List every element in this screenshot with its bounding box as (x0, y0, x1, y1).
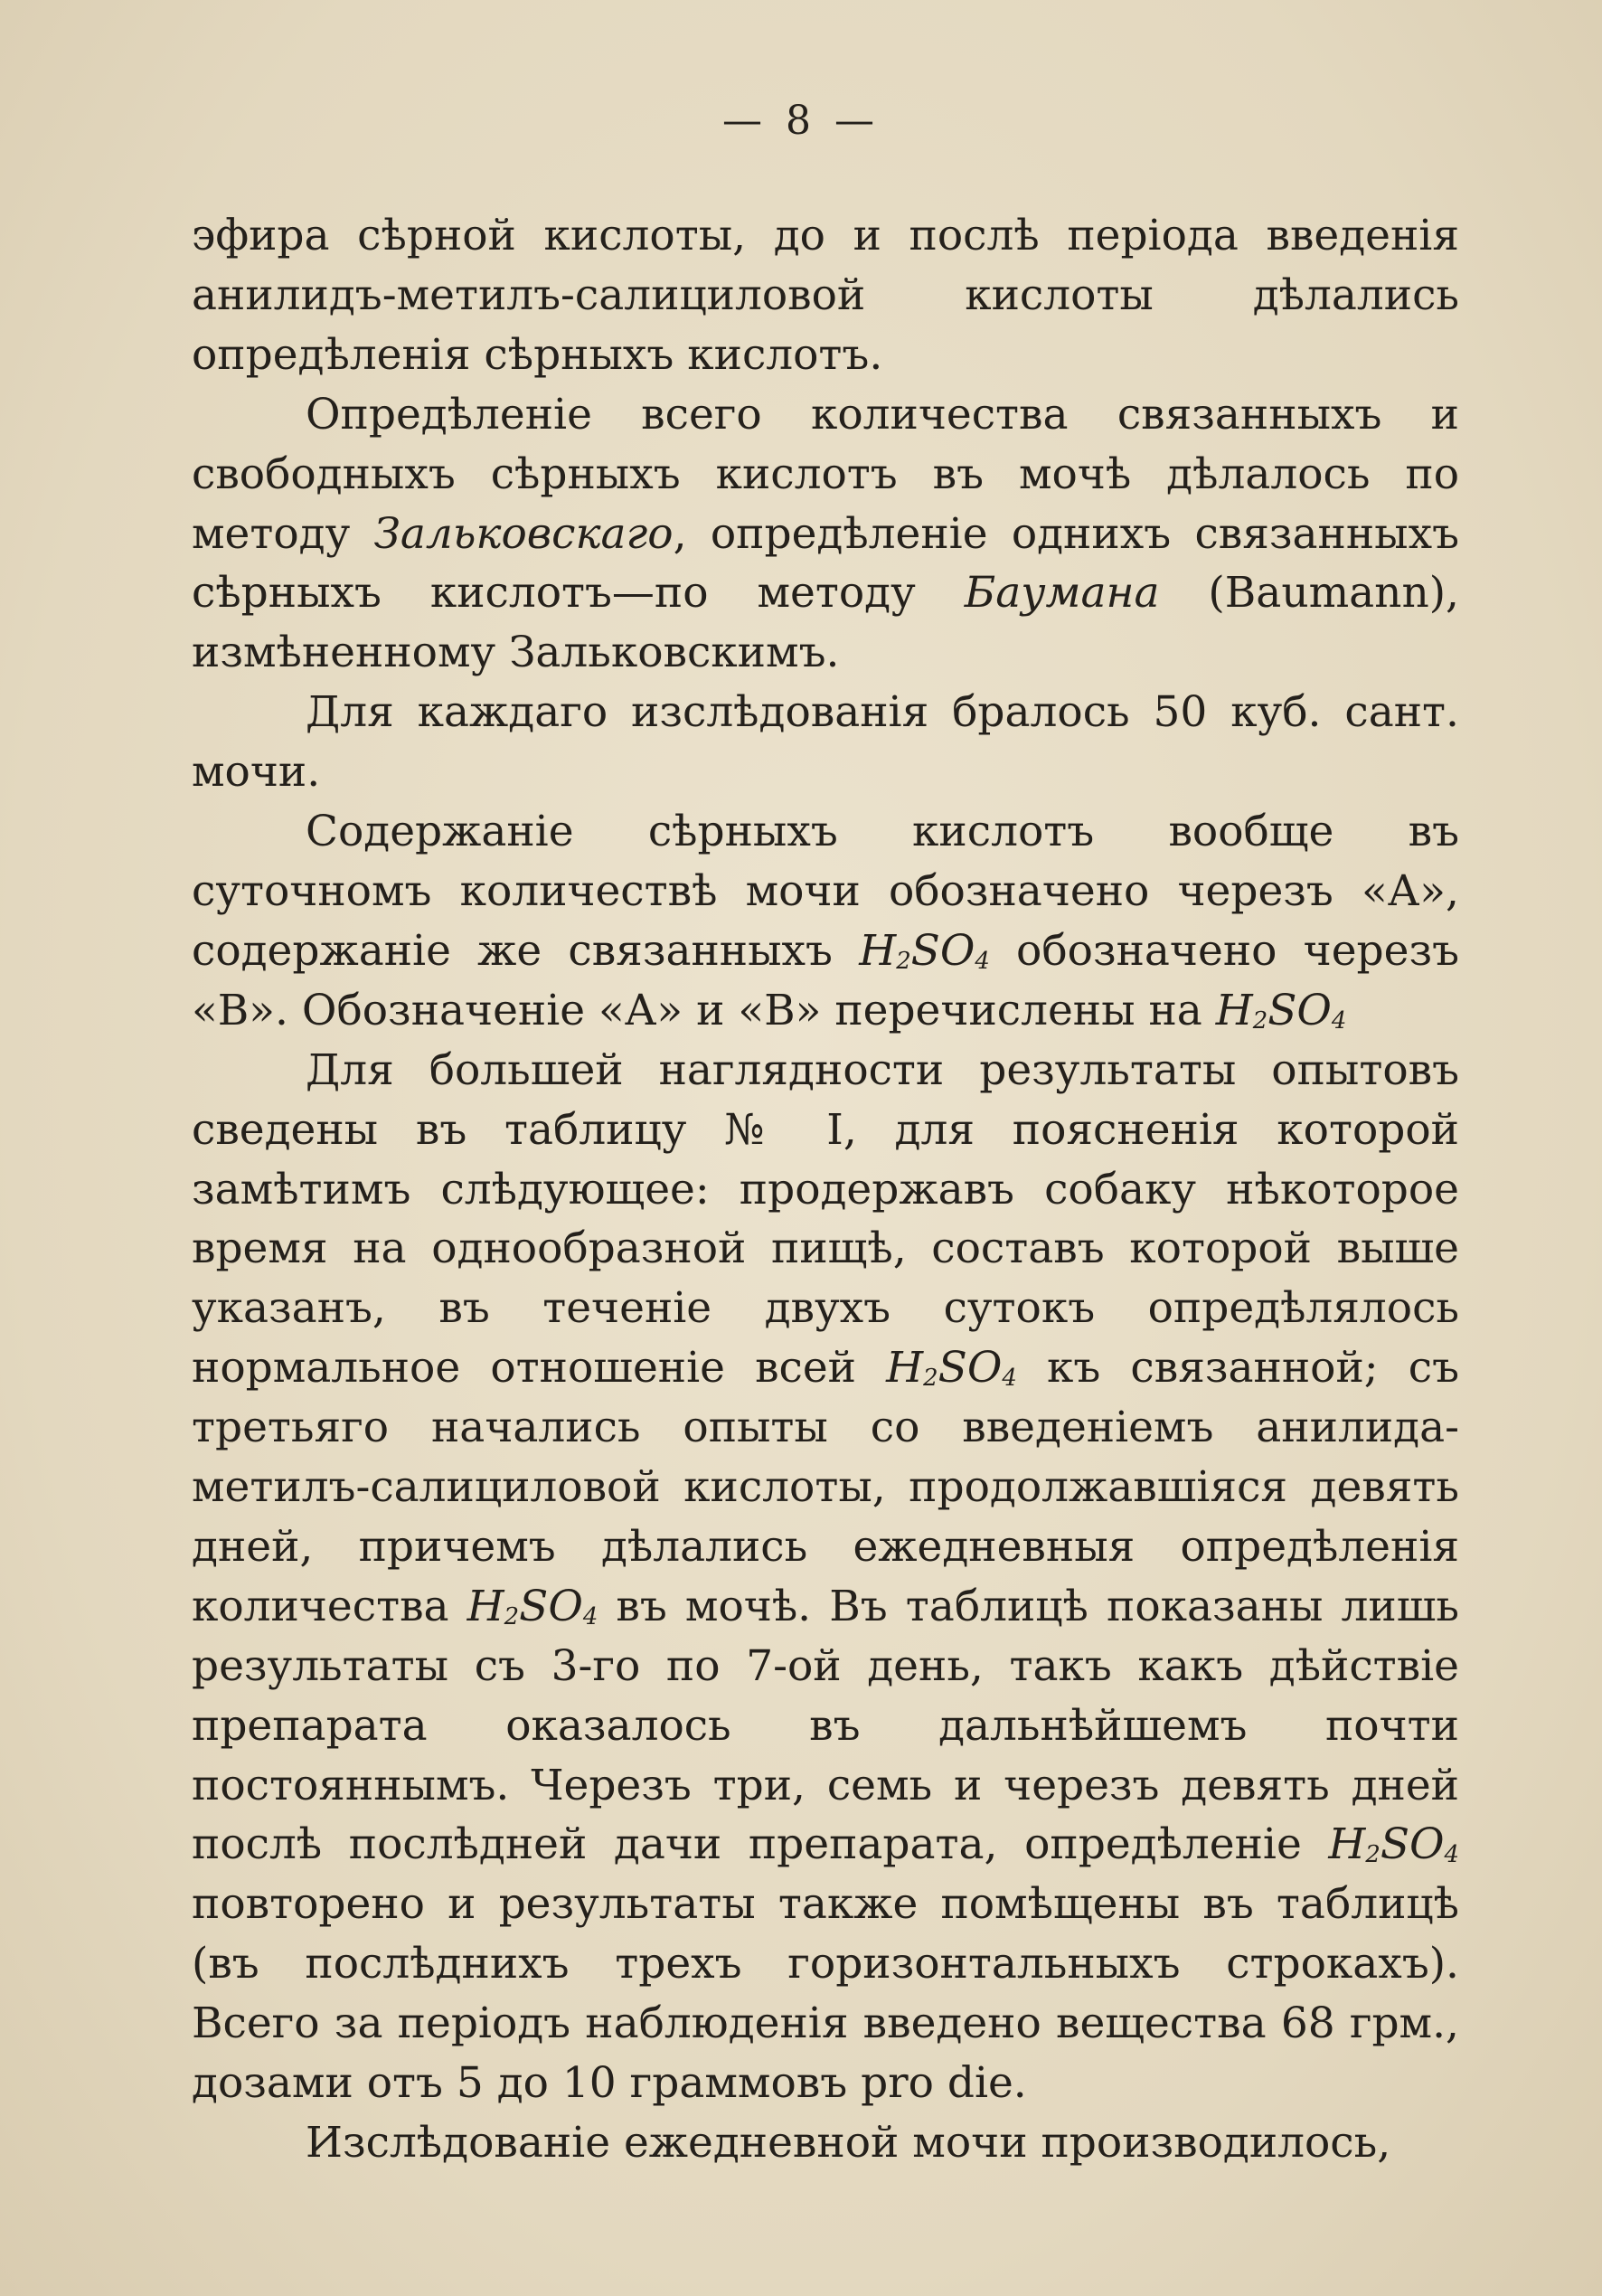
paragraph-5-text-c: въ мочѣ. Въ таблицѣ показаны лишь результаты съ 3-го по 7-ой день, такъ какъ дѣйствіе препарата оказалось въ дальнѣйшемъ почти постояннымъ. Черезъ три, семь и черезъ девять дней послѣ послѣдней дачи препарата, опредѣленіе (192, 1581, 1459, 1870)
formula-h2so4: $H_2SO_4$ (886, 1343, 1017, 1394)
paragraph-1: эфира сѣрной кислоты, до и послѣ періода введенія анилидъ-метилъ-салициловой кислоты дѣлались опредѣленія сѣрныхъ кислотъ. (192, 211, 1459, 380)
formula-h2so4: $H_2SO_4$ (1215, 985, 1347, 1035)
paragraph-5-text-a: Для большей наглядности результаты опытовъ сведены въ таблицу № I, для поясненія которой замѣтимъ слѣдующее: продержавъ собаку нѣкоторое время на однообразной пищѣ, составъ которой выше указанъ, въ теченіе двухъ сутокъ опредѣлялось нормальное отношеніе всей (192, 1044, 1459, 1394)
paragraph-5-text-b: къ связанной; съ третьяго начались опыты со введеніемъ анилида-метилъ-салициловой кислоты, продолжавшіяся девять дней, причемъ дѣлались ежедневныя опредѣленія количества (192, 1343, 1459, 1631)
author-name-baumann: Баумана (964, 568, 1160, 619)
paragraph-2-text-b: , опредѣленіе однихъ связанныхъ сѣрныхъ кислотъ—по методу (192, 508, 1460, 619)
formula-h2so4: $H_2SO_4$ (466, 1581, 598, 1631)
paragraph-2-text-a: Опредѣленіе всего количества связанныхъ и свободныхъ сѣрныхъ кислотъ въ мочѣ дѣлалось по методу (192, 389, 1459, 559)
paragraph-2-text-c: (Baumann), измѣненному Зальковскимъ. (192, 568, 1459, 678)
paragraph-5-text-d: повторено и результаты также помѣщены въ таблицѣ (въ послѣднихъ трехъ горизонтальныхъ строкахъ). Всего за періодъ наблюденія введено вещества 68 грм., дозами отъ 5 до 10 граммовъ pro die. (192, 1879, 1459, 2109)
author-name-zalkowski: Зальковскаго (373, 508, 674, 559)
paragraph-4 (192, 802, 1459, 1041)
paragraph-4-text-a: Содержаніе сѣрныхъ кислотъ вообще въ суточномъ количествѣ мочи обозначено черезъ «А», содержаніе же связанныхъ (192, 807, 1459, 976)
paragraph-4-text-b: обозначено черезъ «В». Обозначеніе «А» и «В» перечислены на (192, 925, 1459, 1035)
paragraph-6: Изслѣдованіе ежедневной мочи производилось, (306, 2118, 1391, 2168)
paragraph-5 (192, 1041, 1459, 2113)
formula-h2so4: $H_2SO_4$ (859, 925, 990, 976)
body-text (192, 206, 1459, 2173)
paragraph-2 (192, 385, 1459, 684)
formula-h2so4: $H_2SO_4$ (1328, 1819, 1459, 1870)
paragraph-3: Для каждаго изслѣдованія бралось 50 куб. сант. мочи. (192, 687, 1459, 798)
page-number: — 8 — (722, 98, 880, 144)
